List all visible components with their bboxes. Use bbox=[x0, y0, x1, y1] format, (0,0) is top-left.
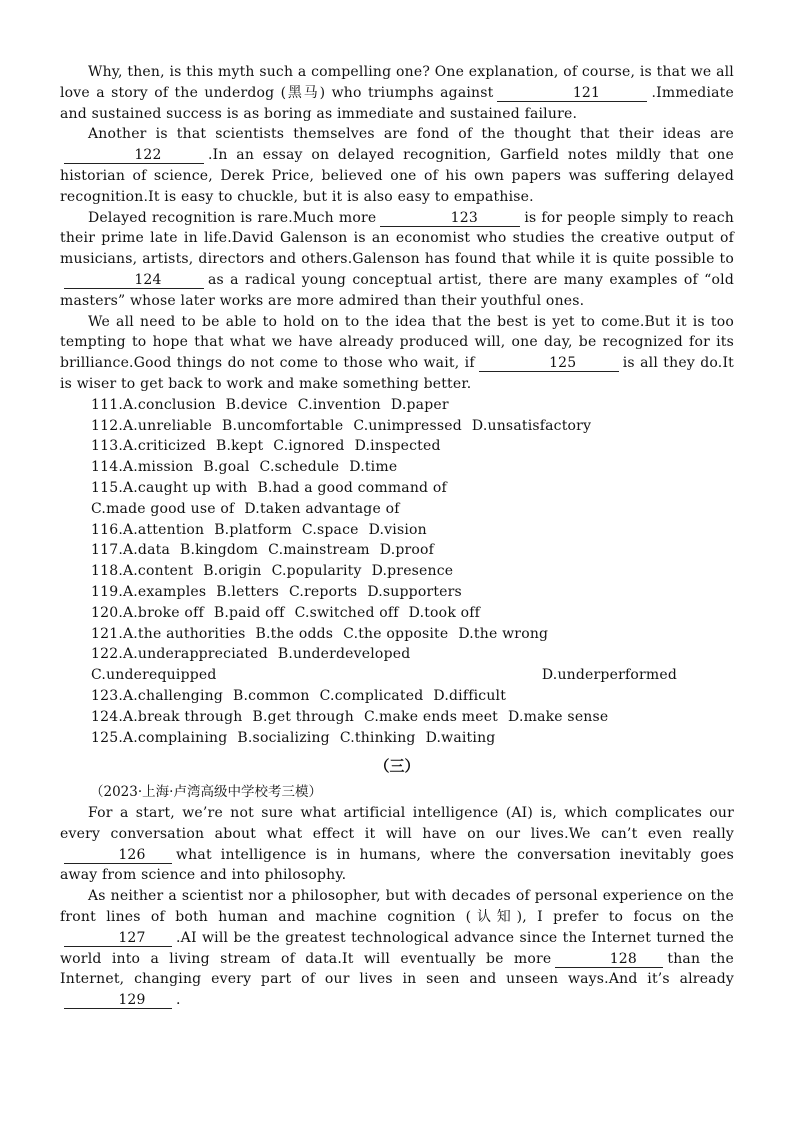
option: 125.A.complaining bbox=[91, 729, 228, 746]
option: 118.A.content bbox=[91, 563, 194, 580]
option: 116.A.attention bbox=[91, 521, 205, 538]
option: D.time bbox=[349, 459, 398, 476]
option-row-116 bbox=[91, 520, 734, 541]
text: than the Internet, changing every part of our lives in seen and unseen ways.And it’s already bbox=[60, 950, 734, 988]
option: 111.A.conclusion bbox=[91, 396, 216, 413]
option: B.goal bbox=[203, 459, 250, 476]
option: C.schedule bbox=[259, 459, 340, 476]
option: 119.A.examples bbox=[91, 583, 207, 600]
option-row-122 bbox=[91, 644, 734, 665]
text: .In an essay on delayed recognition, Garfield notes mildly that one historian of science, Derek Price, believed one of his own papers was suffering delayed recognition.It is easy to chuckle, but it is also easy to empathise. bbox=[60, 147, 734, 205]
text: For a start, we’re not sure what artificial intelligence (AI) is, which complicates our every conversation about what effect it will have on our lives.We can’t even really bbox=[60, 805, 734, 842]
option: D.proof bbox=[379, 542, 435, 559]
text: what intelligence is in humans, where the conversation inevitably goes away from science and into philosophy. bbox=[60, 846, 734, 884]
options-list-3 bbox=[91, 686, 734, 748]
text: Another is that scientists themselves are fond of the thought that their ideas are bbox=[88, 126, 734, 143]
option-row-119 bbox=[91, 582, 734, 603]
text: is for people simply to reach their prime late in life.David Galenson is an economist who studies the creative output of musicians, artists, directors and others.Galenson has found that while it is quite possible to bbox=[60, 209, 734, 268]
option: 122.A.underappreciated bbox=[91, 646, 268, 663]
option: D.the wrong bbox=[458, 625, 549, 642]
option-row-118 bbox=[91, 561, 734, 582]
option: B.origin bbox=[203, 563, 262, 580]
option: B.kingdom bbox=[180, 542, 259, 559]
text: . bbox=[176, 992, 181, 1009]
option: D.took off bbox=[408, 604, 481, 621]
option-row-111 bbox=[91, 395, 734, 416]
option-row-113 bbox=[91, 436, 734, 457]
option: D.unsatisfactory bbox=[471, 417, 592, 434]
option: B.underdeveloped bbox=[277, 646, 411, 663]
option: C.complicated bbox=[319, 687, 424, 704]
option: 120.A.broke off bbox=[91, 604, 204, 621]
option: B.had a good command of bbox=[257, 479, 447, 496]
option-row-117 bbox=[91, 540, 734, 561]
text: is all they do.It is wiser to get back to work and make something better. bbox=[60, 355, 734, 392]
option: D.inspected bbox=[354, 438, 441, 455]
option: 124.A.break through bbox=[91, 708, 243, 725]
option: C.thinking bbox=[339, 729, 416, 746]
source-note: （2023·上海·卢湾高级中学校考三模） bbox=[90, 784, 322, 801]
blank-123: 123 bbox=[380, 210, 520, 227]
option: B.platform bbox=[214, 521, 292, 538]
option: 115.A.caught up with bbox=[91, 479, 248, 496]
option: C.invention bbox=[297, 396, 381, 413]
paragraph-6 bbox=[60, 886, 734, 1011]
option: D.waiting bbox=[425, 729, 496, 746]
option: C.made good use of bbox=[91, 500, 235, 517]
blank-126: 126 bbox=[64, 847, 172, 864]
option: B.socializing bbox=[237, 729, 330, 746]
option-row-125 bbox=[91, 728, 734, 749]
option: C.reports bbox=[288, 583, 358, 600]
option-row-112 bbox=[91, 416, 734, 437]
option-row-115 bbox=[91, 478, 734, 499]
option: 117.A.data bbox=[91, 542, 171, 559]
blank-124: 124 bbox=[64, 272, 204, 289]
text: .Immediate and sustained success is as boring as immediate and sustained failure. bbox=[60, 84, 734, 122]
option-row-123 bbox=[91, 686, 734, 707]
option: D.underperformed bbox=[541, 667, 677, 684]
options-list bbox=[91, 395, 734, 499]
option: C.switched off bbox=[294, 604, 399, 621]
option: C.the opposite bbox=[343, 625, 449, 642]
option: B.uncomfortable bbox=[221, 417, 344, 434]
option: 114.A.mission bbox=[91, 459, 194, 476]
options-list-2 bbox=[91, 520, 734, 666]
option: C.mainstream bbox=[268, 542, 370, 559]
blank-121: 121 bbox=[497, 85, 647, 102]
text: .AI will be the greatest technological advance since the Internet turned the world into a living stream of data.It will eventually be more bbox=[60, 929, 734, 967]
option-row-115-cont bbox=[91, 499, 734, 520]
option: 121.A.the authorities bbox=[91, 625, 246, 642]
option: B.device bbox=[225, 396, 288, 413]
option-row-121 bbox=[91, 624, 734, 645]
text: We all need to be able to hold on to the idea that the best is yet to come.But it is too tempting to hope that what we have already produced will, one day, be recognized for its brilliance.Good things do not come to those who wait, if bbox=[60, 313, 734, 372]
blank-127: 127 bbox=[64, 930, 172, 947]
option: C.underequipped bbox=[91, 667, 217, 684]
option-row-114 bbox=[91, 457, 734, 478]
text: Why, then, is this myth such a compelling one? One explanation, of course, is that we all love a story of the underdog (黑马) who triumphs against bbox=[60, 64, 734, 101]
option: D.vision bbox=[368, 521, 427, 538]
option: D.taken advantage of bbox=[244, 500, 400, 517]
text: As neither a scientist nor a philosopher, but with decades of personal experience on the front lines of both human and machine cognition (认知), I prefer to focus on the bbox=[60, 888, 734, 926]
section-title: （三） bbox=[374, 757, 420, 776]
option: B.get through bbox=[252, 708, 354, 725]
option: C.unimpressed bbox=[353, 417, 462, 434]
option: C.make ends meet bbox=[363, 708, 499, 725]
blank-125: 125 bbox=[479, 355, 619, 372]
option-row-124 bbox=[91, 707, 734, 728]
blank-129: 129 bbox=[64, 992, 172, 1009]
text: as a radical young conceptual artist, there are many examples of “old masters” whose later works are more admired than their youthful ones. bbox=[60, 271, 734, 309]
option: C.ignored bbox=[273, 438, 345, 455]
option: C.space bbox=[301, 521, 359, 538]
option: D.supporters bbox=[367, 583, 462, 600]
paragraph-1 bbox=[60, 62, 734, 124]
option: D.difficult bbox=[433, 687, 507, 704]
option: D.make sense bbox=[508, 708, 609, 725]
option: B.kept bbox=[216, 438, 264, 455]
paragraph-3 bbox=[60, 208, 734, 312]
option: C.popularity bbox=[271, 563, 362, 580]
option: 113.A.criticized bbox=[91, 438, 206, 455]
option: B.letters bbox=[216, 583, 279, 600]
option: B.common bbox=[233, 687, 310, 704]
option-row-122-cont bbox=[91, 665, 677, 686]
paragraph-2 bbox=[60, 124, 734, 207]
option: D.paper bbox=[390, 396, 449, 413]
option: B.paid off bbox=[213, 604, 285, 621]
blank-122: 122 bbox=[64, 147, 204, 164]
paragraph-4 bbox=[60, 312, 734, 395]
blank-128: 128 bbox=[555, 951, 663, 968]
paragraph-5 bbox=[60, 803, 734, 886]
option: 112.A.unreliable bbox=[91, 417, 212, 434]
text: Delayed recognition is rare.Much more bbox=[88, 209, 377, 226]
option: D.presence bbox=[371, 563, 454, 580]
option: B.the odds bbox=[255, 625, 334, 642]
option: 123.A.challenging bbox=[91, 687, 224, 704]
option-row-120 bbox=[91, 603, 734, 624]
content bbox=[60, 62, 734, 1011]
